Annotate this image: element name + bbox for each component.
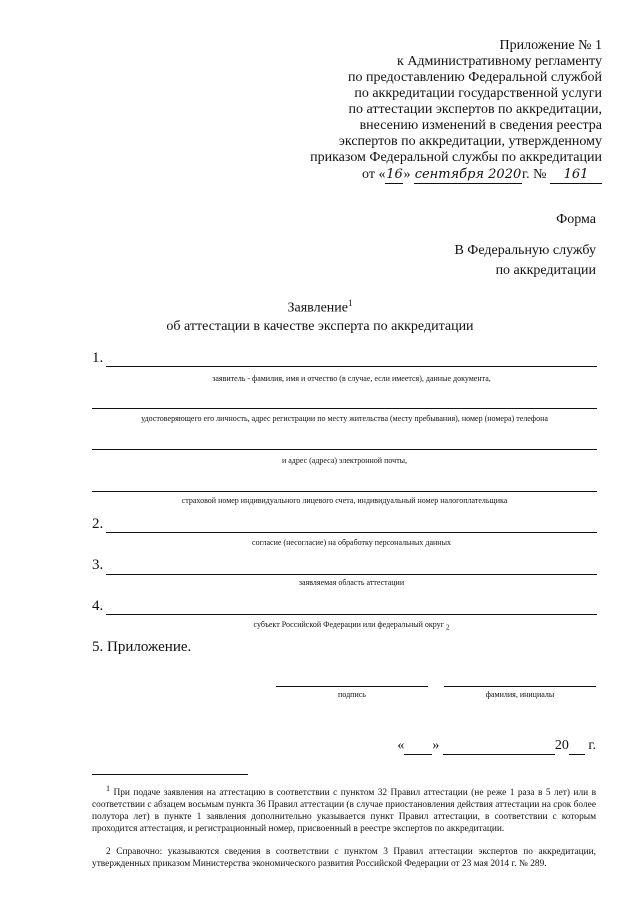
- addressee: [454, 241, 596, 281]
- field-4-line[interactable]: [106, 614, 597, 615]
- document-title: [0, 298, 640, 317]
- field-1-caption-a: заявитель - фамилия, имя и отчество (в случае, если имеется), данные документа,: [212, 374, 491, 383]
- header-line: по предоставлению Федеральной службой: [347, 70, 602, 85]
- field-1-caption-b: удостоверяющего его личность, адрес регистрации по месту жительства (месту пребывания), номер (номера) телефона: [141, 414, 548, 423]
- signing-date: [397, 738, 596, 755]
- date-year-prefix: 20: [554, 738, 569, 753]
- footnote-1: [92, 783, 596, 835]
- addressee-line: В Федеральную службу: [454, 243, 596, 258]
- date-suffix: г. №: [521, 167, 547, 182]
- footnote-2: 2 Справочно: указываются сведения в соответствии с пунктом 3 Правил аттестации экспертов по аккредитации, утвержденных приказом Министерства экономического развития Российской Федерации от 23 мая 2014 г. № 289.: [92, 847, 596, 869]
- date-mid: »: [403, 167, 411, 182]
- document-subtitle: об аттестации в качестве эксперта по аккредитации: [166, 319, 474, 334]
- field-3-caption: заявляемая область аттестации: [298, 578, 405, 587]
- form-label: Форма: [556, 212, 596, 227]
- field-3-line[interactable]: [106, 574, 597, 575]
- header-line: к Административному регламенту: [397, 54, 602, 69]
- field-1-number: 1.: [92, 350, 104, 366]
- signature-caption: подпись: [338, 690, 366, 699]
- field-1-line-b[interactable]: [92, 408, 597, 409]
- footnote-1-mark: 1: [106, 784, 110, 793]
- field-4-number: 4.: [92, 598, 104, 614]
- field-2-number: 2.: [92, 516, 104, 532]
- order-day: 16: [386, 167, 403, 182]
- field-4-caption: [106, 620, 597, 632]
- title-main: Заявление: [287, 300, 348, 316]
- footnote-separator: [92, 774, 248, 775]
- order-number: 161: [550, 167, 602, 184]
- order-date-line: [202, 167, 602, 184]
- date-open-quote: «: [397, 738, 405, 753]
- field-3-number: 3.: [92, 557, 104, 573]
- name-caption: фамилия, инициалы: [485, 690, 555, 699]
- field-2-line[interactable]: [106, 532, 597, 533]
- header-line: экспертов по аккредитации, утвержденному: [338, 134, 602, 149]
- header-line: по аккредитации государственной услуги: [354, 86, 602, 101]
- date-day-blank[interactable]: [404, 738, 432, 755]
- field-1-line-a[interactable]: [106, 366, 597, 367]
- footnote-1-text: При подаче заявления на аттестацию в соответствии с пунктом 32 Правил аттестации (не реже 1 раза в 5 лет) или в соответствии с абзацем восьмым пункта 36 Правил аттестации (в случае приостановления действия аттестации на срок более полутора лет) в пункте 1 заявления дополнительно указывается пункт Правил аттестации, в соответствии с которым проходится аттестация, и регистрационный номер, присвоенный в реестре экспертов по аккредитации.: [92, 788, 596, 835]
- addressee-line: по аккредитации: [495, 263, 596, 278]
- date-year-blank[interactable]: [569, 738, 585, 755]
- footnote-ref-1: 1: [348, 298, 353, 308]
- footnote-ref-2: 2: [445, 623, 450, 632]
- field-2-caption: согласие (несогласие) на обработку персональных данных: [252, 538, 451, 547]
- header-line: Приложение № 1: [499, 38, 602, 53]
- date-close-quote: »: [432, 738, 440, 753]
- header-line: по аттестации экспертов по аккредитации,: [348, 102, 602, 117]
- section-5-attachment: 5. Приложение.: [92, 639, 192, 655]
- date-prefix: от «: [362, 167, 386, 182]
- date-month-blank[interactable]: [443, 738, 555, 755]
- header-line: внесению изменений в сведения реестра: [359, 118, 602, 133]
- signature-line[interactable]: [276, 686, 428, 687]
- date-year-suffix: г.: [588, 738, 596, 753]
- field-4-caption-text: субъект Российской Федерации или федеральный округ: [253, 620, 444, 629]
- field-1-line-c[interactable]: [92, 449, 597, 450]
- order-month-year: сентября 2020: [414, 167, 522, 182]
- name-line[interactable]: [444, 686, 596, 687]
- field-1-caption-c: и адрес (адреса) электронной почты,: [281, 456, 408, 465]
- field-1-line-d[interactable]: [92, 491, 597, 492]
- field-1-caption-d: страховой номер индивидуального лицевого счета, индивидуальный номер налогоплательщика: [181, 496, 508, 505]
- header-line: приказом Федеральной службы по аккредитации: [310, 150, 602, 165]
- appendix-header: [202, 38, 602, 184]
